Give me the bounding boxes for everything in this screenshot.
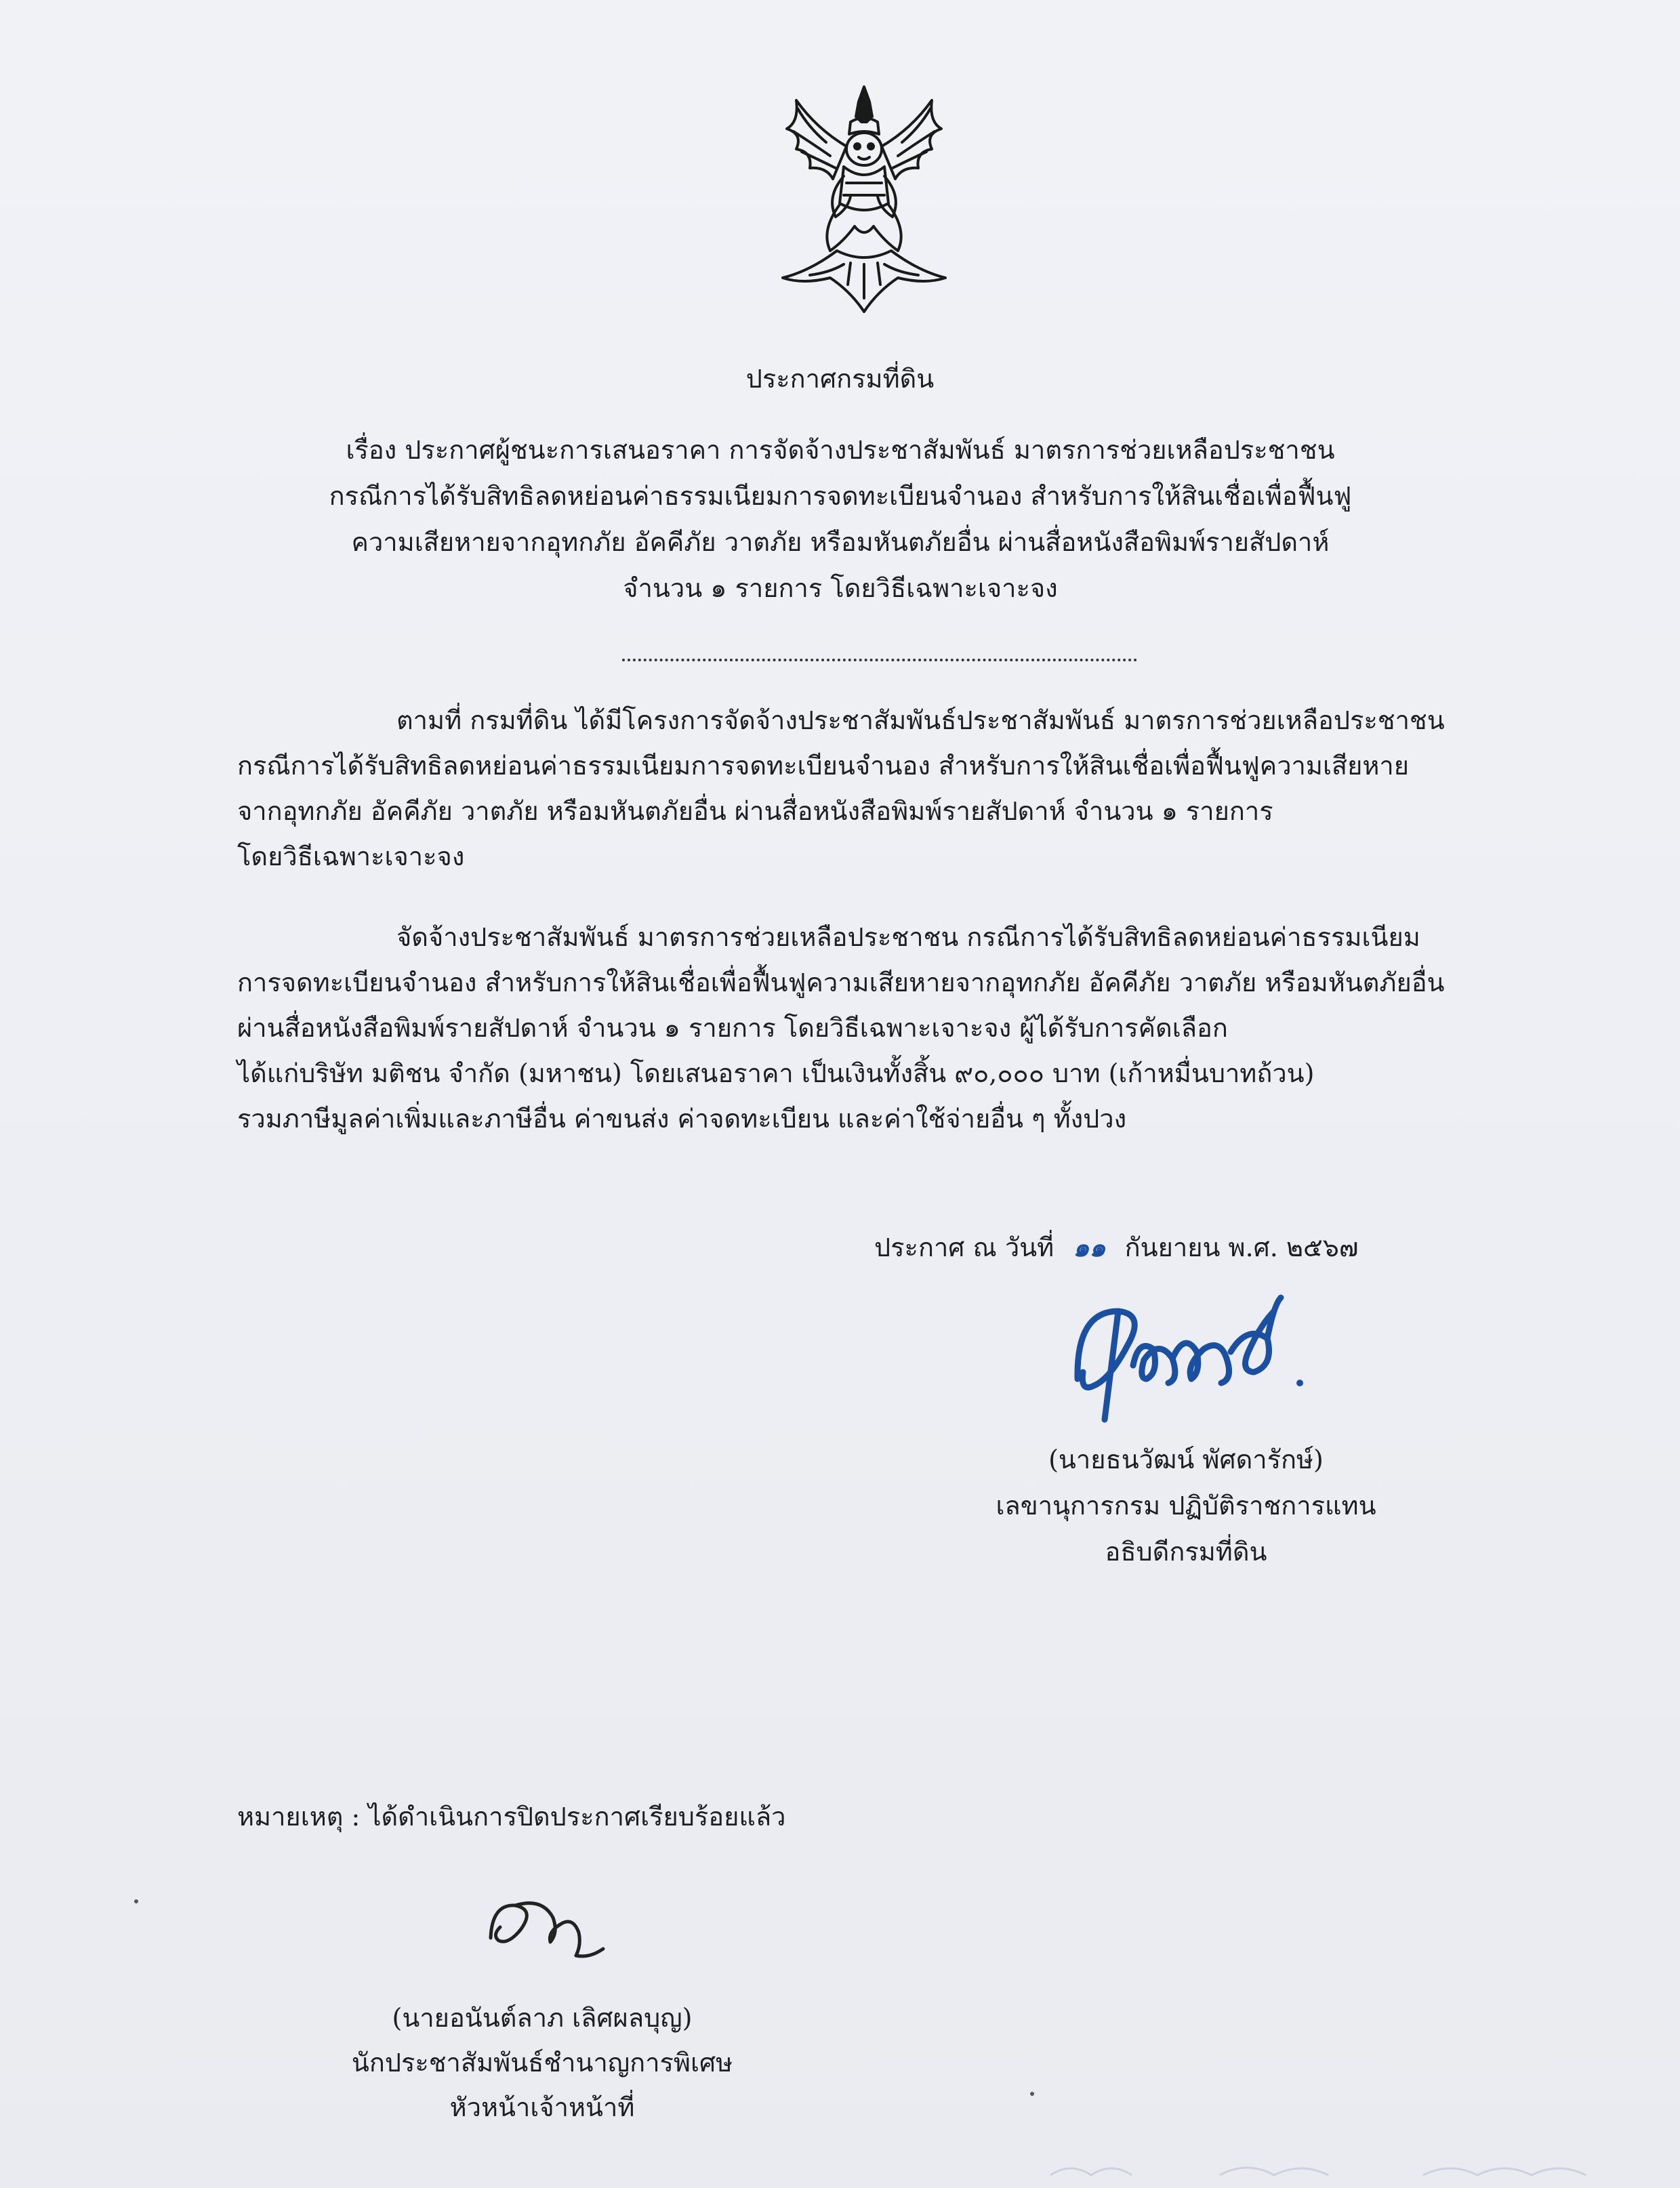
paragraph-line: รวมภาษีมูลค่าเพิ่มและภาษีอื่น ค่าขนส่ง ค่าจดทะเบียน และค่าใช้จ่ายอื่น ๆ ทั้งปวง bbox=[237, 1104, 1127, 1134]
signer-position: เลขานุการกรม ปฏิบัติราชการแทน bbox=[996, 1491, 1376, 1521]
dotted-divider bbox=[622, 659, 1137, 661]
announce-date bbox=[874, 1226, 1358, 1268]
paragraph-line: ผ่านสื่อหนังสือพิมพ์รายสัปดาห์ จำนวน ๑ รายการ โดยวิธีเฉพาะเจาะจง ผู้ได้รับการคัดเลือก bbox=[237, 1013, 1228, 1043]
paragraph-1 bbox=[237, 698, 1518, 880]
subject-line: ความเสียหายจากอุทกภัย อัคคีภัย วาตภัย หรือมหันตภัยอื่น ผ่านสื่อหนังสือพิมพ์รายสัปดาห์ bbox=[351, 527, 1330, 557]
announce-day: ๑๑ bbox=[1073, 1232, 1106, 1262]
announce-prefix: ประกาศ ณ วันที่ bbox=[874, 1233, 1054, 1262]
announce-month-year: กันยายน พ.ศ. ๒๕๖๗ bbox=[1124, 1233, 1359, 1262]
signer-name: (นายธนวัฒน์ พัศดารักษ์) bbox=[1048, 1445, 1324, 1474]
signature-officer bbox=[488, 1891, 610, 1965]
paragraph-line: กรณีการได้รับสิทธิลดหย่อนค่าธรรมเนียมการจดทะเบียนจำนอง สำหรับการให้สินเชื่อเพื่อฟื้นฟูความเสียหาย bbox=[237, 751, 1410, 781]
signer-position: อธิบดีกรมที่ดิน bbox=[1105, 1537, 1267, 1567]
subject-line: เรื่อง ประกาศผู้ชนะการเสนอราคา การจัดจ้างประชาสัมพันธ์ มาตรการช่วยเหลือประชาชน bbox=[346, 435, 1335, 465]
remark-note: หมายเหตุ : ได้ดำเนินการปิดประกาศเรียบร้อยแล้ว bbox=[237, 1802, 786, 1832]
paragraph-line: การจดทะเบียนจำนอง สำหรับการให้สินเชื่อเพื่อฟื้นฟูความเสียหายจากอุทกภัย อัคคีภัย วาตภัย หรือมหันตภัยอื่น bbox=[237, 968, 1445, 997]
paragraph-2 bbox=[237, 915, 1518, 1142]
signer-officer-block bbox=[298, 1996, 786, 2130]
paragraph-line: ได้แก่บริษัท มติชน จำกัด (มหาชน) โดยเสนอราคา เป็นเงินทั้งสิ้น ๙๐,๐๐๐ บาท (เก้าหมื่นบาทถ้วน) bbox=[237, 1058, 1315, 1088]
signer-name: (นายอนันต์ลาภ เลิศผลบุญ) bbox=[392, 2003, 693, 2033]
paper-speck bbox=[1030, 2092, 1034, 2096]
garuda-emblem-icon bbox=[756, 81, 972, 325]
paper-speck bbox=[134, 1899, 138, 1903]
signer-director-block bbox=[949, 1437, 1423, 1575]
subject-line: จำนวน ๑ รายการ โดยวิธีเฉพาะเจาะจง bbox=[623, 573, 1058, 603]
document-heading: ประกาศกรมที่ดิน bbox=[745, 364, 935, 394]
faint-stamp-mark bbox=[1044, 2155, 1667, 2182]
signer-position: นักประชาสัมพันธ์ชำนาญการพิเศษ bbox=[351, 2048, 733, 2078]
subject-line: กรณีการได้รับสิทธิลดหย่อนค่าธรรมเนียมการจดทะเบียนจำนอง สำหรับการให้สินเชื่อเพื่อฟื้นฟู bbox=[329, 481, 1352, 511]
paragraph-line: จากอุทกภัย อัคคีภัย วาตภัย หรือมหันตภัยอื่น ผ่านสื่อหนังสือพิมพ์รายสัปดาห์ จำนวน ๑ รายการ bbox=[237, 796, 1273, 826]
paragraph-line: ตามที่ กรมที่ดิน ได้มีโครงการจัดจ้างประชาสัมพันธ์ประชาสัมพันธ์ มาตรการช่วยเหลือประชาชน bbox=[396, 705, 1445, 735]
signer-position: หัวหน้าเจ้าหน้าที่ bbox=[449, 2092, 635, 2122]
paragraph-line: จัดจ้างประชาสัมพันธ์ มาตรการช่วยเหลือประชาชน กรณีการได้รับสิทธิลดหย่อนค่าธรรมเนียม bbox=[396, 922, 1420, 952]
paragraph-line: โดยวิธีเฉพาะเจาะจง bbox=[237, 842, 465, 871]
subject-block bbox=[244, 427, 1437, 611]
signature-director bbox=[1071, 1284, 1315, 1426]
